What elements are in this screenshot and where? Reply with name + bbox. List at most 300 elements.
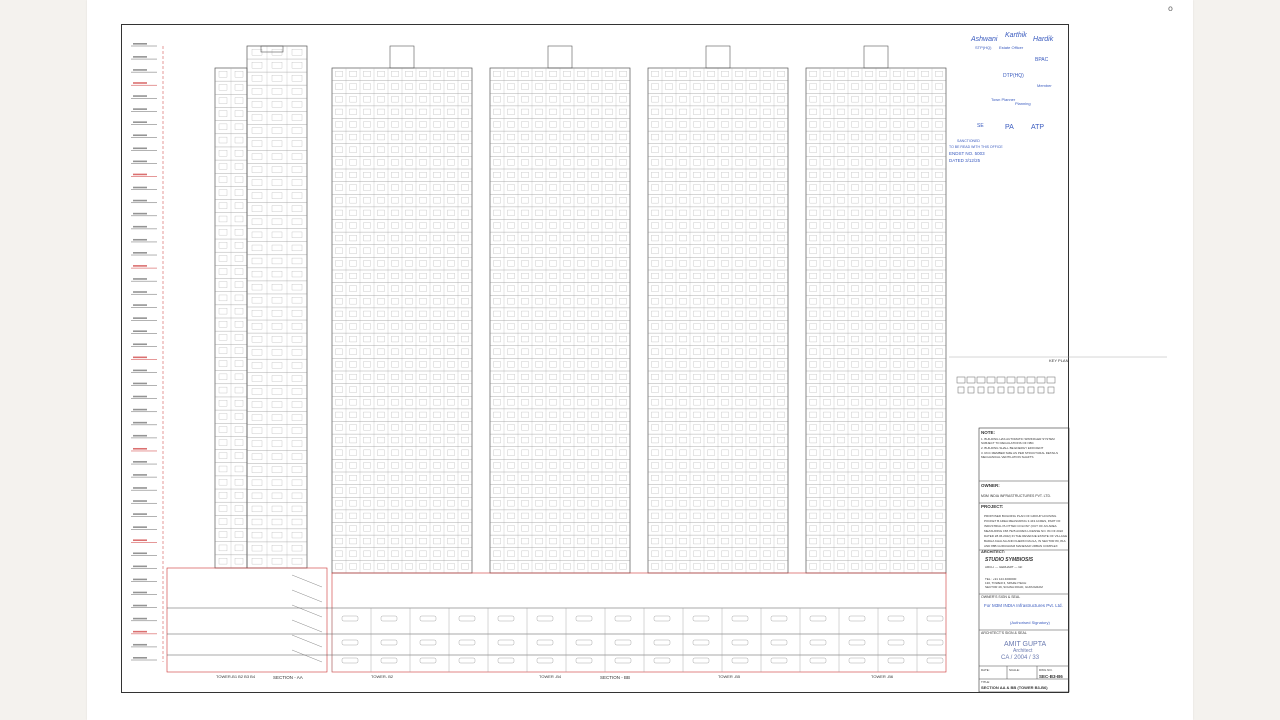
parked-car [732,616,748,621]
window [592,273,599,279]
window [866,273,873,279]
window [652,160,659,166]
window [252,128,262,134]
window [578,160,585,166]
window [936,109,943,115]
window [922,122,929,128]
window [448,324,455,330]
window [606,425,613,431]
level-label-mark [133,56,147,58]
window [880,564,887,570]
window [364,488,371,494]
window [750,349,757,355]
window [666,134,673,140]
window [880,134,887,140]
window [550,197,557,203]
window [235,84,243,90]
window [406,84,413,90]
window [652,488,659,494]
window [666,109,673,115]
window [620,349,627,355]
window [494,425,501,431]
window [536,475,543,481]
window [292,336,302,342]
window [736,185,743,191]
window [880,210,887,216]
window [508,538,515,544]
parked-car [927,658,943,663]
window [272,467,282,473]
window [522,210,529,216]
keyplan-block [978,387,984,393]
window [620,235,627,241]
window [922,437,929,443]
window [462,298,469,304]
window [680,374,687,380]
window [852,286,859,292]
window [350,84,357,90]
window [694,463,701,469]
window [434,412,441,418]
window [922,235,929,241]
window [866,122,873,128]
scale-label: SCALE: [1009,668,1020,672]
window [852,475,859,481]
window [508,324,515,330]
window [392,437,399,443]
window [336,362,343,368]
window [750,564,757,570]
window [448,362,455,368]
window [606,324,613,330]
window [880,425,887,431]
window [364,551,371,557]
window [908,261,915,267]
window [708,538,715,544]
window [550,450,557,456]
window [406,425,413,431]
window [866,362,873,368]
window [606,500,613,506]
window [219,492,227,498]
window [908,387,915,393]
window [838,399,845,405]
window [722,551,729,557]
stair-flight [292,635,322,647]
window [764,197,771,203]
window [606,134,613,140]
window [620,286,627,292]
window [708,564,715,570]
window [434,122,441,128]
window [564,185,571,191]
window [810,551,817,557]
window [764,374,771,380]
window [494,261,501,267]
window [508,134,515,140]
window [810,197,817,203]
window [606,488,613,494]
window [378,475,385,481]
window [578,286,585,292]
window [550,273,557,279]
window [448,425,455,431]
window [606,109,613,115]
window [922,450,929,456]
window [448,134,455,140]
window [606,71,613,77]
window [866,286,873,292]
window [336,235,343,241]
level-label-mark [133,487,147,489]
window [564,387,571,393]
window [235,361,243,367]
window [219,361,227,367]
window [606,185,613,191]
window [620,387,627,393]
window [680,538,687,544]
keyplan-block [988,387,994,393]
window [292,284,302,290]
window [922,160,929,166]
window [592,387,599,393]
window [564,71,571,77]
window [736,362,743,368]
window [364,374,371,380]
window [406,134,413,140]
window [680,387,687,393]
keyplan-block [1047,377,1055,383]
window [936,551,943,557]
window [494,538,501,544]
window [378,526,385,532]
window [764,172,771,178]
window [764,210,771,216]
architect-line: 130, TOWER II, SPAZE ITECH [985,581,1027,585]
window [578,185,585,191]
window [252,415,262,421]
parked-car [459,616,475,621]
parked-car [537,616,553,621]
window [736,564,743,570]
window [880,412,887,418]
level-label-mark [133,121,147,123]
window [620,425,627,431]
window [810,513,817,519]
window [708,362,715,368]
window [866,488,873,494]
window [810,273,817,279]
window [564,349,571,355]
window [666,122,673,128]
window [536,513,543,519]
window [620,450,627,456]
window [406,538,413,544]
window [219,545,227,551]
window [508,185,515,191]
window [448,349,455,355]
window [894,387,901,393]
window [680,286,687,292]
window [680,349,687,355]
window [666,210,673,216]
window [908,172,915,178]
window [336,122,343,128]
window [494,84,501,90]
window [852,84,859,90]
window [778,336,785,342]
window [508,488,515,494]
architect-line: SECTOR 49, SOHNA ROAD, GURUGRAM [985,585,1043,589]
window [606,412,613,418]
window [680,437,687,443]
window [666,84,673,90]
window [564,223,571,229]
window [838,475,845,481]
window [810,463,817,469]
window [462,160,469,166]
window [666,311,673,317]
window [564,160,571,166]
window [508,513,515,519]
window [434,311,441,317]
window [550,134,557,140]
keyplan-block [1028,387,1034,393]
window [564,298,571,304]
level-label-mark [133,396,147,398]
window [536,122,543,128]
window [722,248,729,254]
window [894,273,901,279]
window [292,88,302,94]
window [378,160,385,166]
window [494,248,501,254]
window [824,223,831,229]
window [838,298,845,304]
window [292,376,302,382]
window [736,387,743,393]
window [292,206,302,212]
window [219,177,227,183]
window [292,193,302,199]
window [708,84,715,90]
window [448,311,455,317]
window [462,387,469,393]
window [908,437,915,443]
window [336,551,343,557]
window [272,558,282,564]
window [420,261,427,267]
window [838,147,845,153]
window [908,223,915,229]
window [666,235,673,241]
window [736,197,743,203]
stamp-signature-3: Hardik [1033,36,1054,43]
stamp-committee: BPAC [1035,57,1049,63]
window [550,286,557,292]
window [252,49,262,55]
level-label-mark [133,43,147,45]
window [219,400,227,406]
level-label-mark [133,566,147,568]
window [219,427,227,433]
window [434,399,441,405]
window [252,428,262,434]
window [838,425,845,431]
window [508,475,515,481]
window [219,387,227,393]
window [292,349,302,355]
window [750,450,757,456]
window [652,463,659,469]
window [866,399,873,405]
window [550,475,557,481]
window [722,109,729,115]
window [852,538,859,544]
window [235,269,243,275]
window [922,185,929,191]
window [852,197,859,203]
window [880,235,887,241]
window [364,197,371,203]
window [378,273,385,279]
window [219,98,227,104]
window [462,475,469,481]
window [578,134,585,140]
tower-label-b1: TOWER-B1 B2 B3 B4 [216,674,256,679]
window [392,463,399,469]
window [350,160,357,166]
window [666,96,673,102]
window [550,235,557,241]
stair-flight [292,590,322,602]
window [292,467,302,473]
window [336,412,343,418]
window [722,324,729,330]
window [292,441,302,447]
window [252,62,262,68]
window [666,71,673,77]
keyplan-block [968,387,974,393]
window [764,109,771,115]
window [764,437,771,443]
window [936,134,943,140]
window [592,223,599,229]
window [936,349,943,355]
stamp-short-role-3: ATP [1031,124,1045,131]
window [652,172,659,178]
window [750,551,757,557]
window [606,122,613,128]
window [564,122,571,128]
window [936,324,943,330]
window [708,96,715,102]
window [219,190,227,196]
owner-heading: OWNER: [981,483,1000,488]
window [462,538,469,544]
parked-car [576,640,592,645]
window [364,324,371,330]
window [364,273,371,279]
window [606,564,613,570]
window [936,513,943,519]
window [508,450,515,456]
window [936,235,943,241]
window [406,248,413,254]
window [592,298,599,304]
window [550,399,557,405]
window [448,185,455,191]
window [252,271,262,277]
window [406,500,413,506]
window [810,349,817,355]
window [522,475,529,481]
window [578,564,585,570]
window [272,206,282,212]
window [578,210,585,216]
window [824,538,831,544]
level-label-mark [133,148,147,150]
window [922,425,929,431]
window [292,167,302,173]
window [838,160,845,166]
window [838,248,845,254]
window [378,538,385,544]
window [434,273,441,279]
keyplan-block [967,377,975,383]
window [536,134,543,140]
window [722,564,729,570]
window [880,147,887,153]
window [392,298,399,304]
window [866,172,873,178]
parked-car [654,616,670,621]
window [420,538,427,544]
window [522,298,529,304]
window [824,197,831,203]
window [778,526,785,532]
window [838,261,845,267]
window [880,122,887,128]
window [378,248,385,254]
window [462,412,469,418]
window [666,248,673,254]
window [708,286,715,292]
project-heading: PROJECT: [981,504,1004,509]
window [764,475,771,481]
window [292,49,302,55]
window [894,185,901,191]
window [666,551,673,557]
window [494,134,501,140]
window [219,137,227,143]
window [536,96,543,102]
window [336,463,343,469]
window [219,479,227,485]
window [536,223,543,229]
project-line: PROPOSED BUILDING PLAN OF GROUP HOUSING [984,514,1057,518]
window [494,122,501,128]
window [350,197,357,203]
window [550,425,557,431]
window [364,463,371,469]
window [448,109,455,115]
tower-head-room [706,46,730,68]
window [522,122,529,128]
window [462,324,469,330]
window [922,109,929,115]
window [620,538,627,544]
